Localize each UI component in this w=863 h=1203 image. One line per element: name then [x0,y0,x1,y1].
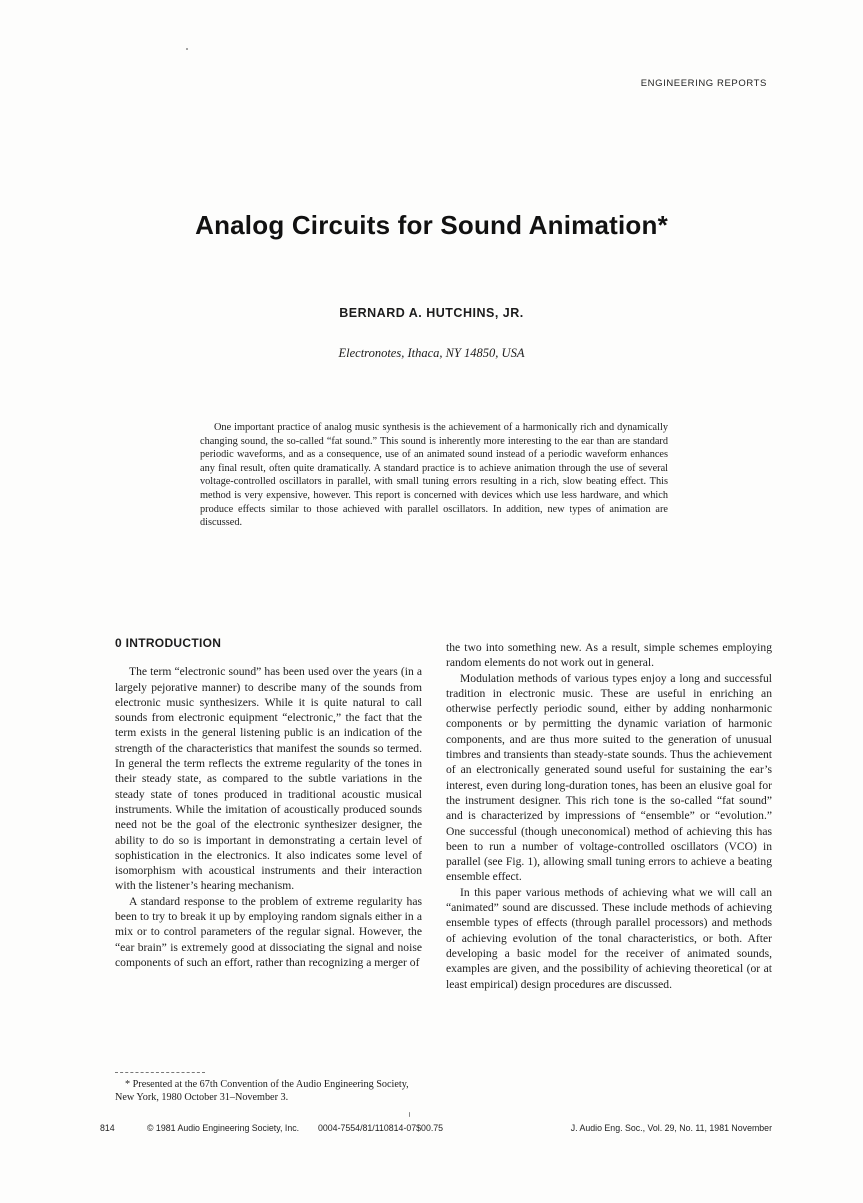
scan-speck [186,48,188,50]
page-number: 814 [100,1123,115,1133]
left-column [115,636,422,970]
scan-speck [409,1112,410,1117]
body-paragraph: The term “electronic sound” has been used over the years (in a largely pejorative manner) to describe many of the sounds from electronic music synthesizers. While it is quite natural to call sounds from electronic equipment “electronic,” the fact that the term exists in the general listening public is an indication of the strength of the characteristics that manifest the sounds so termed. In general the term reflects the extreme regularity of the tones in their steady state, as compared to the subtle variations in the steady state of tones produced in traditional acoustic musical instruments. While the imitation of acoustically produced sounds need not be the goal of the electronic synthesizer designer, the ability to do so is important in demonstrating a certain level of sophistication in the electronics. It also indicates some level of isomorphism with acoustical instruments and their interaction with the listener’s hearing mechanism. [115,665,422,893]
copyright-notice: © 1981 Audio Engineering Society, Inc. [147,1123,300,1133]
journal-citation: J. Audio Eng. Soc., Vol. 29, No. 11, 1981 November [570,1123,772,1133]
body-paragraph: In this paper various methods of achieving what we will call an “animated” sound are discussed. These include methods of achieving ensemble types of effects (through parallel processors) and methods of achieving evolution of the tonal characteristics, or both. After developing a basic model for the receiver of animated sounds, examples are given, and the possibility of achieving theoretical (or at least empirical) design procedures are discussed. [446,885,772,991]
body-paragraph: Modulation methods of various types enjoy a long and successful tradition in electronic music. These are useful in enriching an otherwise perfectly periodic sound, either by adding nonharmonic components or by permitting the dynamic variation of harmonic components, and are thus more suited to the generation of unusual timbres and transients than steady-state sounds. Thus the achievement of an electronically generated sound useful for sustaining the ear’s interest, even during long-duration tones, has been an elusive goal for the instrument designer. This rich tone is the so-called “fat sound” and is characterized by impressions of “ensemble” or “evolution.” One successful (though uneconomical) method of achieving this has been to run a number of voltage-controlled oscillators (VCO) in parallel (see Fig. 1), allowing small tuning errors to achieve a beating ensemble effect. [446,671,772,884]
right-column [446,640,772,992]
body-paragraph: A standard response to the problem of extreme regularity has been to try to break it up by employing random signals either in a mix or to control parameters of the regular signal. However, the “ear brain” is extremely good at dissociating the signal and noise components of such an effort, rather than recognizing a merger of [115,894,422,969]
article-title: Analog Circuits for Sound Animation* [195,210,668,240]
section-heading: 0 INTRODUCTION [115,636,222,650]
footnote: * Presented at the 67th Convention of the Audio Engineering Society, New York, 1980 October 31–November 3. [115,1079,409,1103]
footnote-rule [115,1072,205,1073]
author-name: BERNARD A. HUTCHINS, JR. [339,306,524,320]
section-tag: ENGINEERING REPORTS [640,78,767,89]
author-affiliation: Electronotes, Ithaca, NY 14850, USA [338,346,525,360]
body-paragraph-continued: the two into something new. As a result, simple schemes employing random elements do not work out in general. [446,641,772,670]
abstract: One important practice of analog music synthesis is the achievement of a harmonically rich and dynamically changing sound, the so-called “fat sound.” This sound is inherently more interesting to the ear than are standard periodic waveforms, and as a consequence, use of an animated sound instead of a periodic waveform enhances any final result, often quite dramatically. A standard practice is to achieve animation through the use of several voltage-controlled oscillators in parallel, with small tuning errors resulting in a rich, slow beating effect. This method is very expensive, however. This report is concerned with devices which use less hardware, and which produce effects similar to those achieved with parallel oscillators. In addition, new types of animation are discussed. [200,422,668,529]
article-code: 0004-7554/81/110814-07$00.75 [318,1123,444,1133]
